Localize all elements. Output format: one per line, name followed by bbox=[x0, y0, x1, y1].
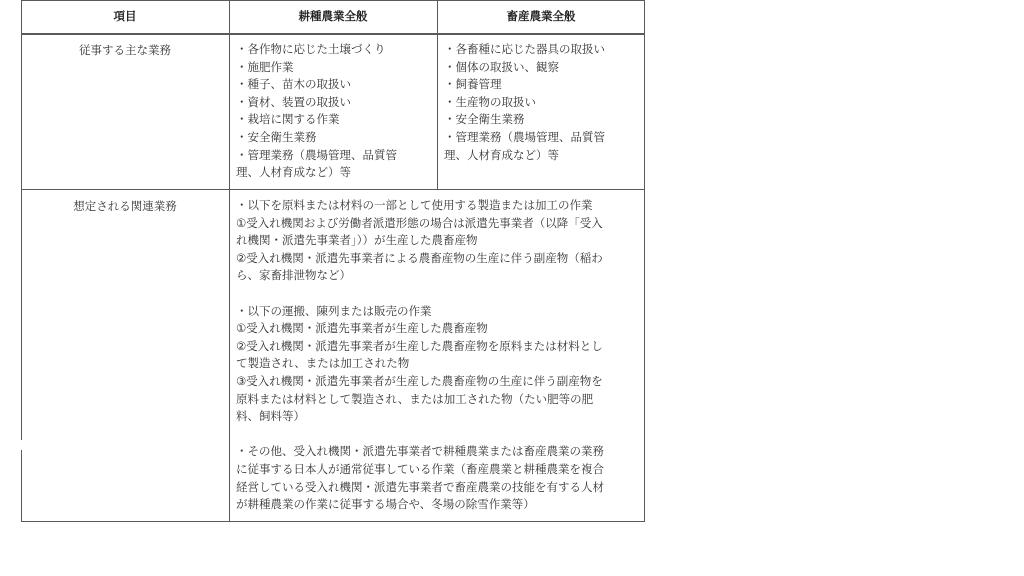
block2-line: 料、飼料等） bbox=[236, 409, 305, 424]
list-item: ・個体の取扱い、観察 bbox=[444, 59, 559, 74]
list-item: ・安全衛生業務 bbox=[236, 129, 317, 144]
col1-duties-list bbox=[236, 41, 432, 182]
block1-line: ①受入れ機関および労働者派遣形態の場合は派遣先事業者（以降「受入 bbox=[236, 215, 603, 230]
block3-line: 経営している受入れ機関・派遣先事業者で畜産農業の技能を有する人材 bbox=[236, 479, 604, 494]
list-item: 理、人材育成など）等 bbox=[236, 165, 351, 180]
block2-line: ・以下の運搬、陳列または販売の作業 bbox=[236, 303, 432, 318]
border-gap bbox=[20, 440, 24, 450]
list-item: ・栽培に関する作業 bbox=[236, 112, 340, 127]
list-item: ・管理業務（農場管理、品質管 bbox=[444, 129, 605, 144]
block1-line: ら、家畜排泄物など） bbox=[236, 268, 351, 283]
divider-col1-col2 bbox=[437, 0, 438, 190]
list-item: ・各作物に応じた土壌づくり bbox=[236, 42, 386, 56]
block1-line: ・以下を原料または材料の一部として使用する製造または加工の作業 bbox=[236, 198, 593, 212]
header-col2: 畜産農業全般 bbox=[506, 9, 576, 23]
list-item: 理、人材育成など）等 bbox=[444, 147, 559, 162]
block2-line: 原料または材料として製造され、または加工された物（たい肥等の肥 bbox=[236, 391, 594, 406]
row-label-related-duties: 想定される関連業務 bbox=[73, 199, 177, 213]
header-col1: 耕種農業全般 bbox=[298, 9, 368, 23]
block3-line: が耕種農業の作業に従事する場合や、冬場の除雪作業等） bbox=[236, 497, 535, 512]
block2-line: て製造され、または加工された物 bbox=[236, 356, 410, 371]
col2-duties-list bbox=[444, 41, 640, 164]
list-item: ・各畜種に応じた器具の取扱い bbox=[444, 42, 605, 56]
divider-label-col bbox=[229, 0, 230, 522]
list-item: ・管理業務（農場管理、品質管 bbox=[236, 147, 397, 162]
list-item: ・資材、装置の取扱い bbox=[236, 94, 351, 109]
block2-line: ②受入れ機関・派遣先事業者が生産した農畜産物を原料または材料とし bbox=[236, 338, 603, 353]
header-bottom-line bbox=[21, 33, 645, 35]
row-label-main-duties: 従事する主な業務 bbox=[79, 43, 171, 57]
list-item: ・安全衛生業務 bbox=[444, 112, 525, 127]
header-item: 項目 bbox=[113, 9, 137, 23]
block2-line: ①受入れ機関・派遣先事業者が生産した農畜産物 bbox=[236, 321, 488, 336]
block3-line: に従事する日本人が通常従事している作業（畜産農業と耕種農業を複合 bbox=[236, 461, 604, 476]
list-item: ・生産物の取扱い bbox=[444, 94, 536, 109]
related-duties-text bbox=[236, 197, 641, 514]
list-item: ・種子、苗木の取扱い bbox=[236, 77, 351, 92]
row1-bottom-line bbox=[21, 189, 645, 190]
block3-line: ・その他、受入れ機関・派遣先事業者で耕種農業または畜産農業の業務 bbox=[236, 444, 604, 459]
list-item: ・飼養管理 bbox=[444, 77, 502, 92]
block2-line: ③受入れ機関・派遣先事業者が生産した農畜産物の生産に伴う副産物を bbox=[236, 373, 603, 388]
block1-line: れ機関・派遣先事業者」））が生産した農畜産物 bbox=[236, 233, 478, 248]
block1-line: ②受入れ機関・派遣先事業者による農畜産物の生産に伴う副産物（稲わ bbox=[236, 250, 603, 265]
list-item: ・施肥作業 bbox=[236, 59, 294, 74]
